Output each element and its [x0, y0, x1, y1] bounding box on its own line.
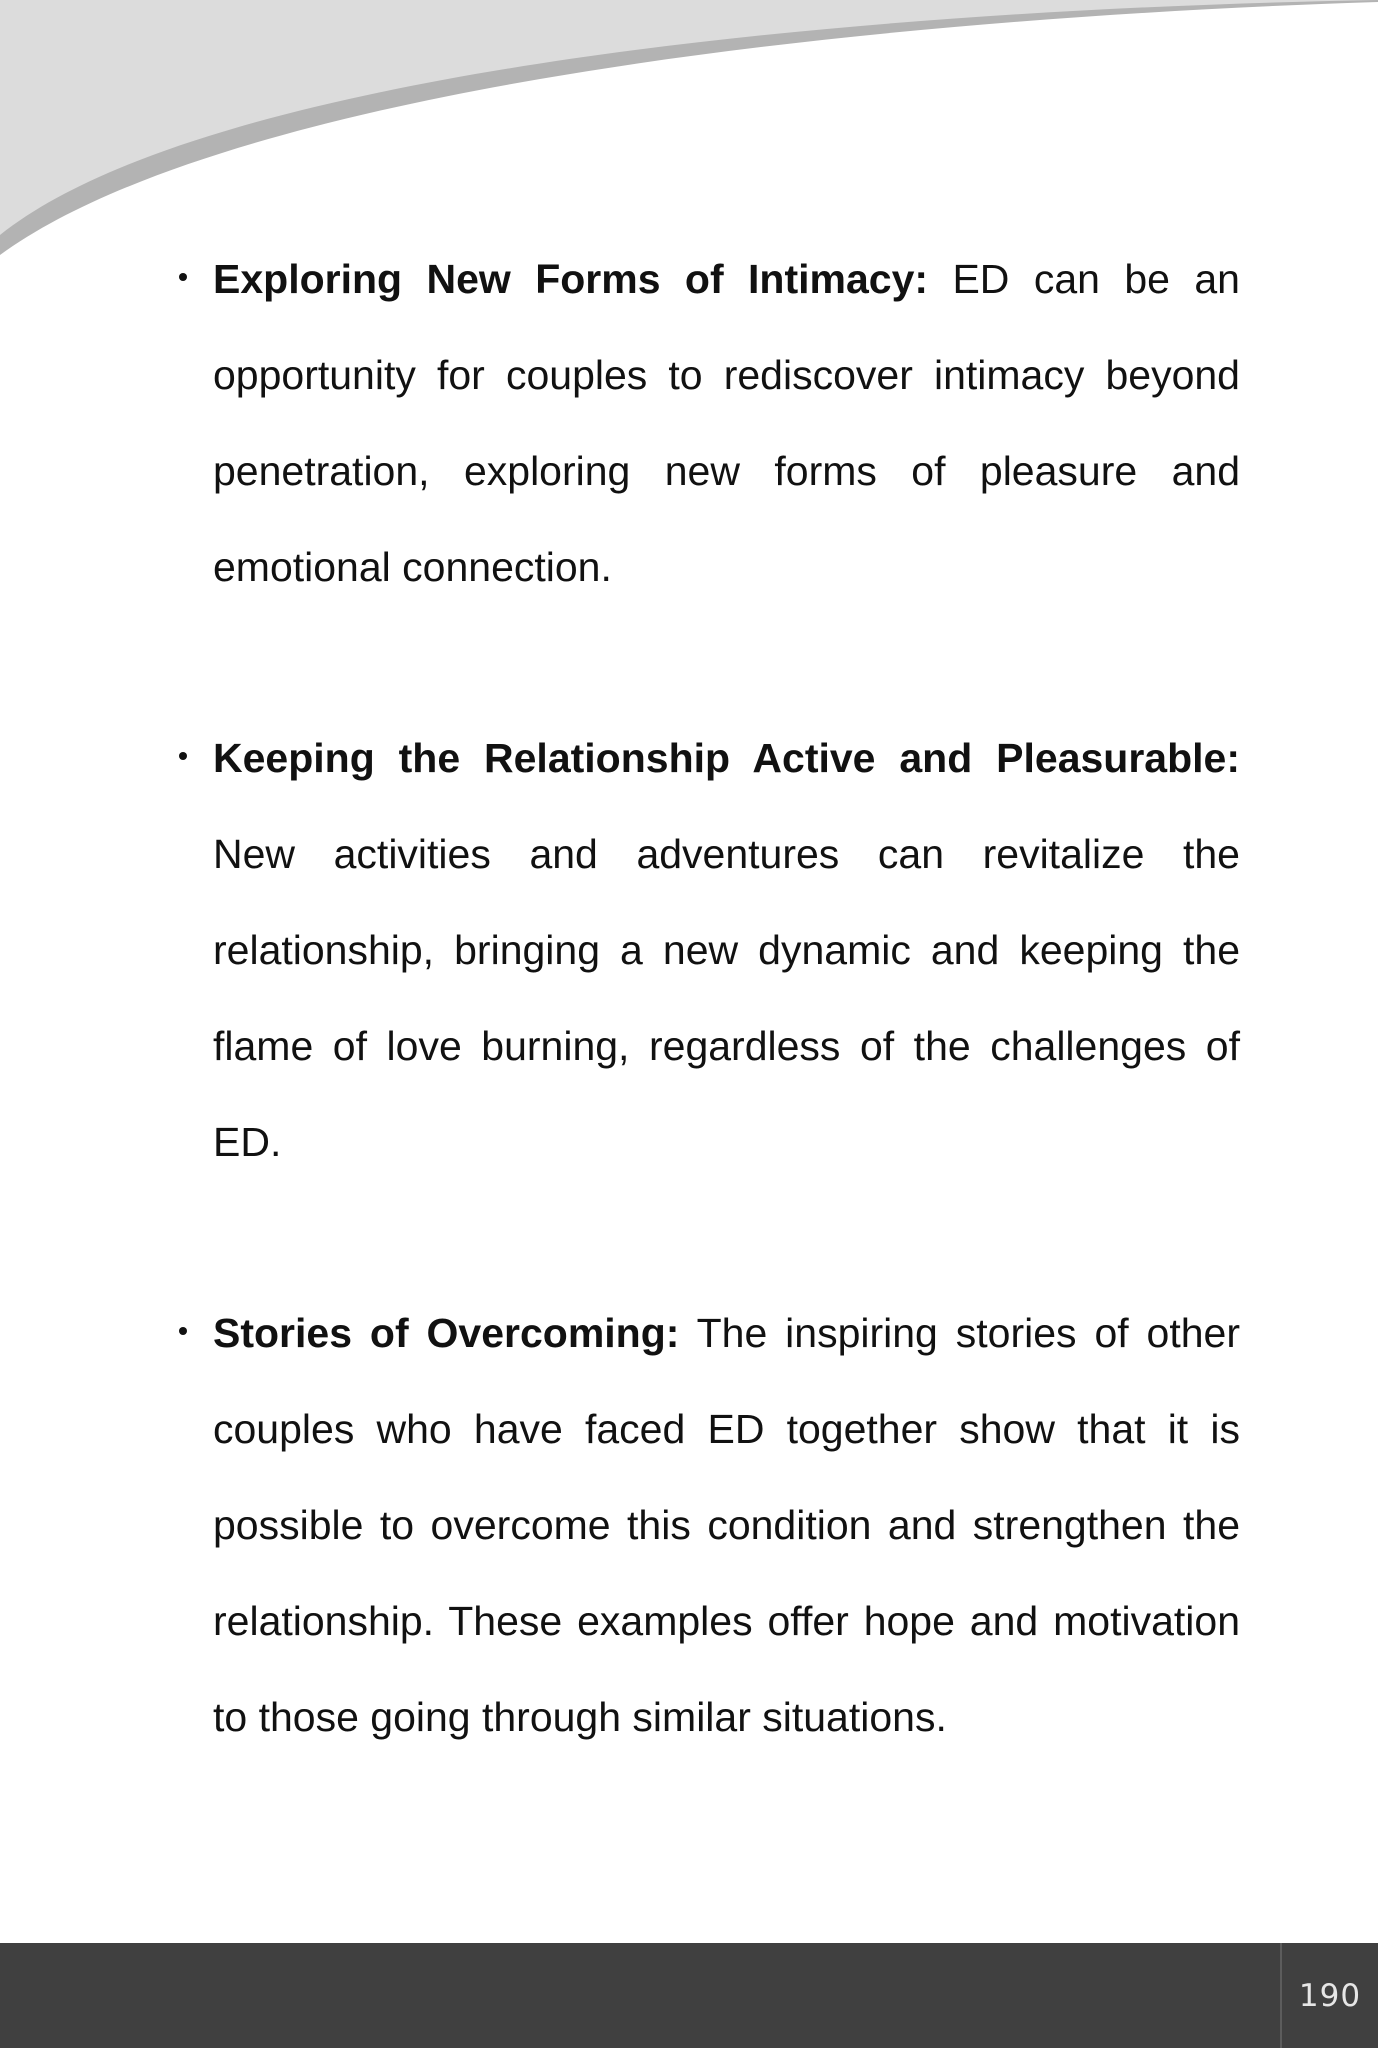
bullet-body: New activities and adventures can revitalize the relationship, bringing a new dynamic and keeping the flame of love burning, regardless of the challenges of ED. [213, 831, 1240, 1165]
bullet-body: The inspiring stories of other couples who have faced ED together show that it is possible to overcome this condition and strengthen the relationship. These examples offer hope and motivation to those going through similar situations. [213, 1310, 1241, 1740]
bullet-body: ED can be an opportunity for couples to rediscover intimacy beyond penetration, exploring new forms of pleasure and emotional connection. [213, 256, 1240, 590]
bullet-text [213, 710, 1240, 1190]
bullet-title: Exploring New Forms of Intimacy: [213, 256, 929, 302]
bullet-dot-icon [179, 752, 187, 760]
footer-bar [0, 1943, 1378, 2048]
bullet-text [213, 1285, 1240, 1765]
bullet-item [175, 1285, 1240, 1765]
bullet-item [175, 231, 1240, 615]
page-number-box [1280, 1943, 1378, 2048]
bullet-list [175, 231, 1240, 1860]
bullet-title: Stories of Overcoming: [213, 1310, 680, 1356]
bullet-text [213, 231, 1240, 615]
page-number: 190 [1298, 1977, 1362, 2014]
bullet-dot-icon [179, 273, 187, 281]
bullet-dot-icon [179, 1327, 187, 1335]
bullet-item [175, 710, 1240, 1190]
bullet-title: Keeping the Relationship Active and Pleasurable: [213, 735, 1240, 781]
